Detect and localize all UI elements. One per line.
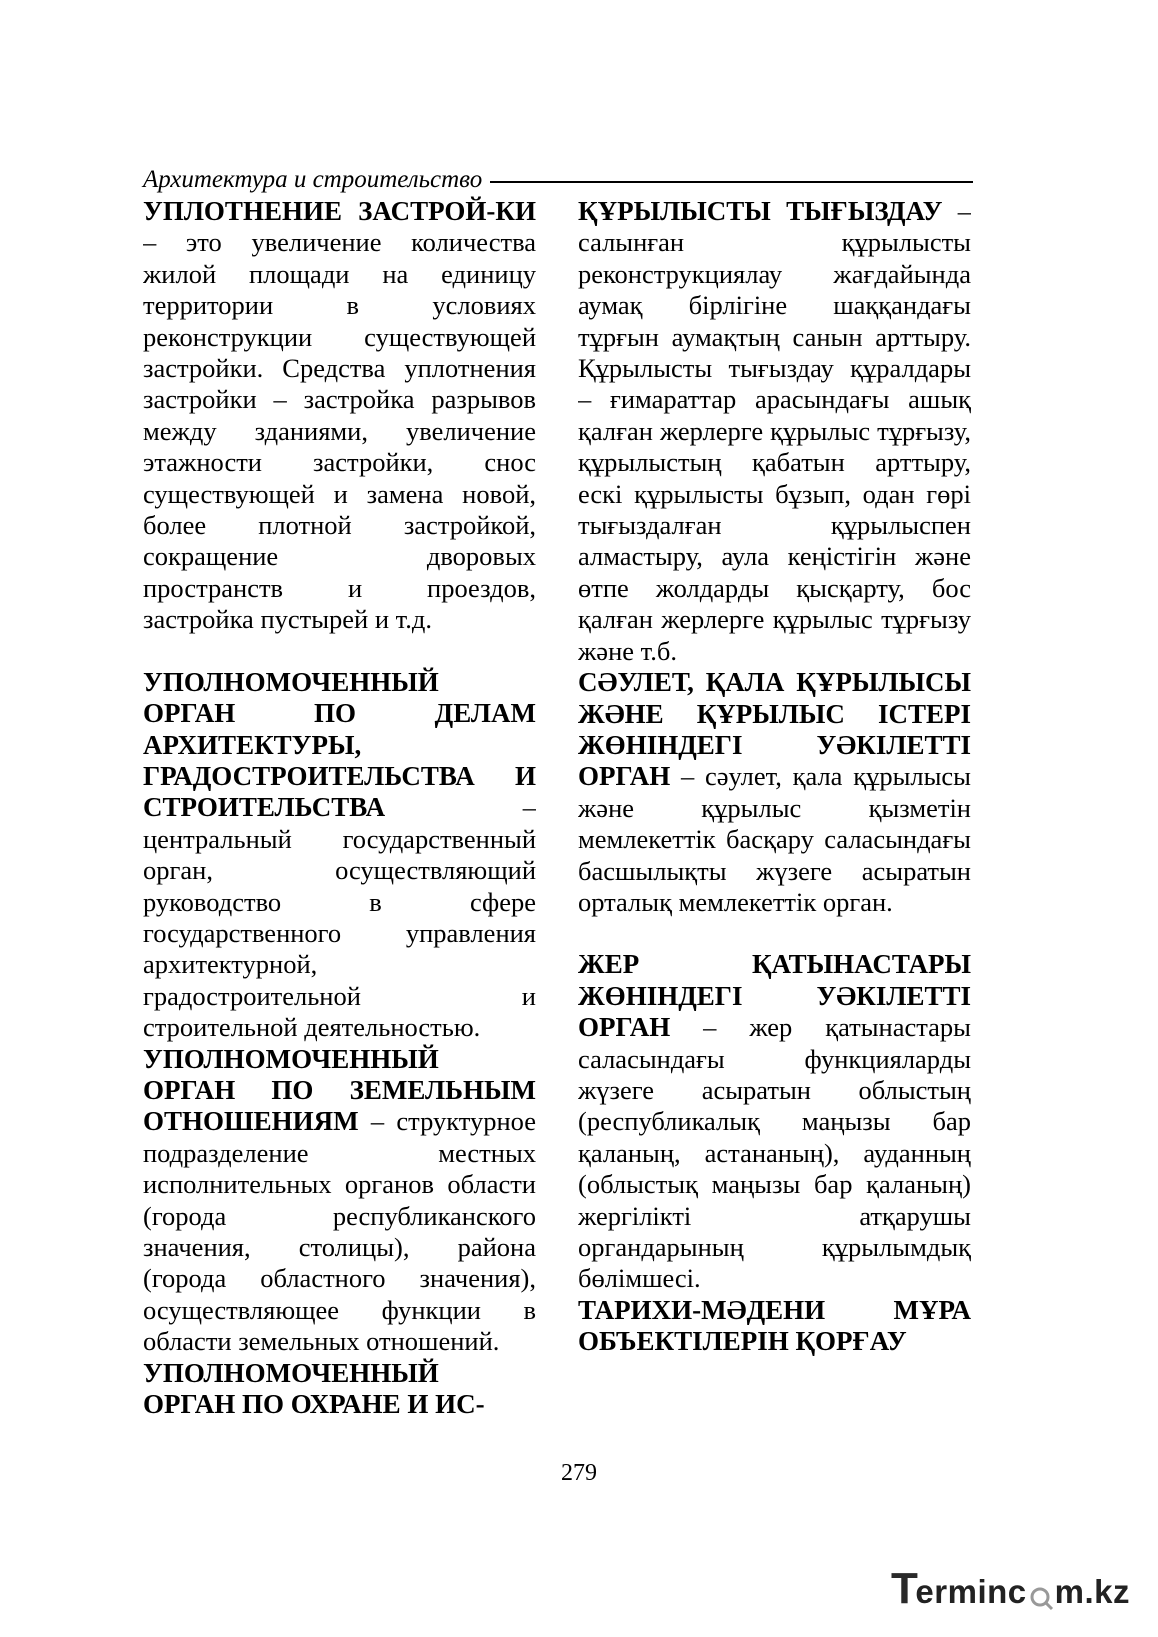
header-title: Архитектура и строительство — [143, 166, 483, 193]
entry-term: УПЛОТНЕНИЕ ЗАСТРОЙ-КИ — [143, 196, 536, 226]
entry — [578, 1295, 971, 1358]
entry-definition: – жер қатынастары саласындағы функцияларды жүзеге асыратын облыстың (республикалық маңызы бар қаланың, астананың), ауданның (облыстық маңызы бар қаланың) жергілікті атқарушы органдарының құрылымдық бөлімшесі. — [578, 1012, 971, 1294]
watermark-text-part2: m.kz — [1054, 1573, 1130, 1610]
entry-term: ТАРИХИ-МӘДЕНИ МҰРА ОБЪЕКТІЛЕРІН ҚОРҒАУ — [578, 1294, 971, 1357]
entry — [578, 196, 971, 667]
magnifier-o-icon — [1028, 1581, 1054, 1607]
watermark-logo — [891, 1564, 1130, 1617]
entry-definition: – структурное подразделение местных исполнительных органов области (города республиканского значения, столицы), района (города областного значения), осуществляющее функции в области земельных отношений. — [143, 1106, 536, 1357]
entry — [578, 667, 971, 918]
right-column — [578, 196, 971, 1431]
entry-term: СӘУЛЕТ, ҚАЛА ҚҰРЫЛЫСЫ ЖӘНЕ ҚҰРЫЛЫС ІСТЕРІ ЖӨНІНДЕГІ УӘКІЛЕТТІ ОРГАН — [578, 667, 971, 792]
entry-term: ҚҰРЫЛЫСТЫ ТЫҒЫЗДАУ — [578, 196, 943, 226]
header-rule — [490, 181, 973, 183]
entry-term: УПОЛНОМОЧЕННЫЙ ОРГАН ПО ДЕЛАМ АРХИТЕКТУРЫ, ГРАДОСТРОИТЕЛЬСТВА И СТРОИТЕЛЬСТВА — [143, 666, 536, 823]
watermark-text-part1: erminc — [915, 1573, 1027, 1610]
entry-definition: – центральный государственный орган, осуществляющий руководство в сфере государственного управления архитектурной, градостроительной и строительной деятельностью. — [143, 792, 536, 1043]
entry-term: УПОЛНОМОЧЕННЫЙ ОРГАН ПО ОХРАНЕ И ИС- — [143, 1357, 485, 1420]
running-header — [143, 160, 973, 200]
entry — [578, 949, 971, 1294]
entry-definition: – салынған құрылысты реконструкциялау жағдайында аумақ бірлігіне шаққандағы тұрғын аумақтың санын арттыру. Құрылысты тығыздау құралдары – ғимараттар арасындағы ашық қалған жерлерге құрылыс тұрғызу, құрылыстың қабатын арттыру, ескі құрылысты бұзып, одан гөрі тығыздалған құрылыспен алмастыру, аула кеңістігін және өтпе жолдарды қысқарту, бос қалған жерлерге құрылыс тұрғызу және т.б. — [578, 196, 971, 666]
watermark-t-glyph: T — [891, 1564, 919, 1613]
entry — [143, 1358, 536, 1421]
entry — [143, 667, 536, 1044]
entry-definition: – это увеличение количества жилой площади на единицу территории в условиях реконструкции существующей застройки. Средства уплотнения застройки – застройка разрывов между зданиями, увеличение этажности застройки, снос существующей и замена новой, более плотной застройкой, сокращение дворовых пространств и проездов, застройка пустырей и т.д. — [143, 227, 536, 635]
page-number: 279 — [561, 1460, 597, 1486]
entry-term: УПОЛНОМОЧЕННЫЙ ОРГАН ПО ЗЕМЕЛЬНЫМ ОТНОШЕНИЯМ — [143, 1043, 536, 1137]
entry — [143, 1044, 536, 1358]
entry-definition: – сәулет, қала құрылысы және құрылыс қызметін мемлекеттік басқару саласындағы басшылықты жүзеге асыратын орталық мемлекеттік орган. — [578, 761, 971, 917]
entry-term: ЖЕР ҚАТЫНАСТАРЫ ЖӨНІНДЕГІ УӘКІЛЕТТІ ОРГАН — [578, 949, 971, 1043]
entry — [143, 196, 536, 636]
left-column — [143, 196, 536, 1431]
